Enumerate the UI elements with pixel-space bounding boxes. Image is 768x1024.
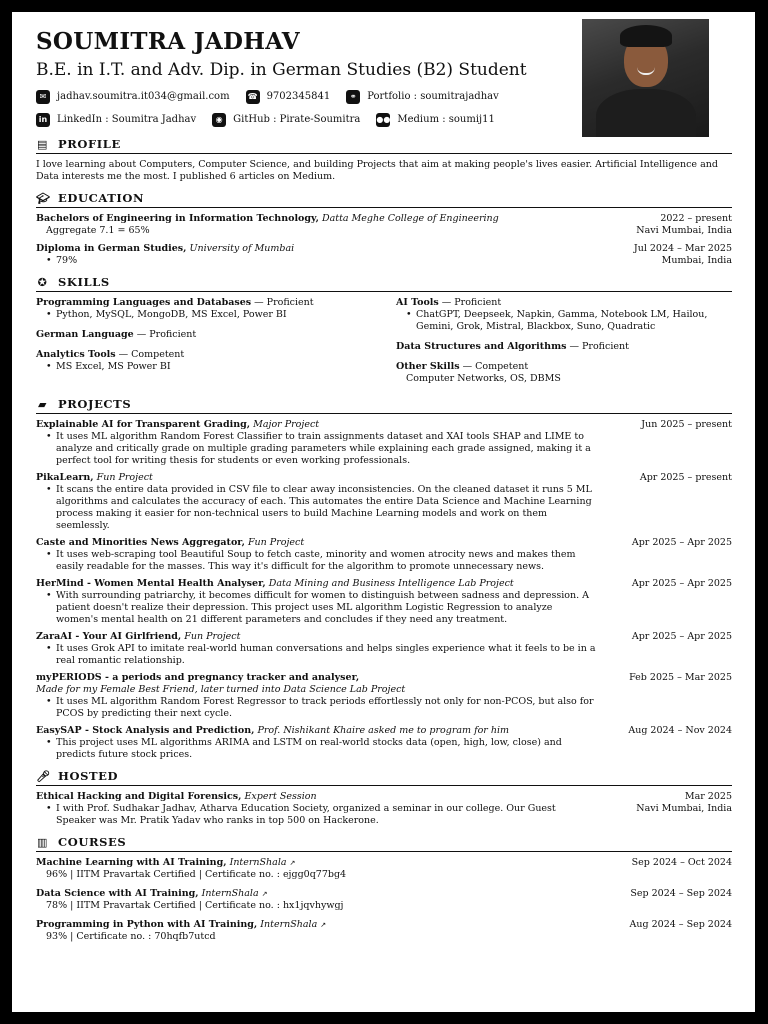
hosted-description: • I with Prof. Sudhakar Jadhav, Atharva Education Society, organized a seminar in our college. Our Guest Speaker was Mr. Pratik Yadav who ranks in top 500 on Hackerone. xyxy=(36,803,596,827)
project-entry xyxy=(36,631,732,667)
project-description: • It uses web-scraping tool Beautiful Soup to fetch caste, minority and women atrocity news and makes them easily readable for the masses. This way it's difficult for the algorithm to promote unnecessary news. xyxy=(36,549,596,573)
course-provider[interactable]: InternShala xyxy=(201,888,259,899)
resume-page xyxy=(12,12,755,1012)
courses-list xyxy=(36,857,732,943)
entry-location: Mumbai, India xyxy=(661,255,732,266)
skill-level: — Competent xyxy=(115,349,185,360)
course-detail: 78% | IITM Pravartak Certified | Certificate no. : hx1jqvhywgj xyxy=(46,900,344,911)
contact-item[interactable] xyxy=(36,112,196,127)
course-detail: 96% | IITM Pravartak Certified | Certificate no. : ejgg0q77bg4 xyxy=(46,869,347,880)
section-heading: ▥ COURSES xyxy=(36,835,732,852)
section-heading: 🎓︎ EDUCATION xyxy=(36,191,732,208)
education-section xyxy=(36,191,732,267)
project-entry xyxy=(36,472,732,532)
contact-item[interactable] xyxy=(376,112,495,127)
external-link-icon[interactable]: ↗ xyxy=(320,921,327,929)
project-type: Major Project xyxy=(253,419,320,430)
contact-text[interactable]: jadhav.soumitra.it034@gmail.com xyxy=(57,91,230,102)
project-subtitle: Made for my Female Best Friend, later turned into Data Science Lab Project xyxy=(36,684,406,695)
education-list xyxy=(36,213,732,267)
education-entry xyxy=(36,213,732,237)
courses-section xyxy=(36,835,732,943)
project-title: PikaLearn, xyxy=(36,472,94,483)
skill-item xyxy=(396,341,732,353)
project-entry xyxy=(36,537,732,573)
project-description: • It uses ML algorithm Random Forest Classifier to train assignments dataset and XAI tools SHAP and LIME to analyze and critically grade on multiple grading parameters while explaining each grade assigned, making it a perfect tool for writing thesis for students or even working professionals. xyxy=(36,431,596,467)
skill-name: AI Tools xyxy=(396,297,439,308)
id-card-icon: ▤ xyxy=(37,137,48,151)
project-date: Apr 2025 – Apr 2025 xyxy=(631,631,732,642)
project-title: Caste and Minorities News Aggregator, xyxy=(36,537,245,548)
hosted-type: Expert Session xyxy=(244,791,317,802)
skill-detail: • MS Excel, MS Power BI xyxy=(36,361,396,373)
skill-name: Programming Languages and Databases xyxy=(36,297,252,308)
external-link-icon[interactable]: ↗ xyxy=(261,890,268,898)
entry-location: Navi Mumbai, India xyxy=(636,225,732,236)
project-type: Fun Project xyxy=(247,537,305,548)
contact-text[interactable]: LinkedIn : Soumitra Jadhav xyxy=(57,114,197,125)
skill-item xyxy=(396,297,732,333)
course-provider[interactable]: InternShala xyxy=(260,919,318,930)
section-heading: 🎤︎ HOSTED xyxy=(36,769,732,786)
projects-list xyxy=(36,419,732,761)
project-description: • It uses Grok API to imitate real-world human conversations and helps singles experience what it feels to be in a real romantic relationship. xyxy=(36,643,596,667)
course-title: Data Science with AI Training, xyxy=(36,888,199,899)
course-date: Sep 2024 – Oct 2024 xyxy=(631,857,732,868)
skills-column-right xyxy=(396,297,732,393)
course-title: Programming in Python with AI Training, xyxy=(36,919,258,930)
profile-text: I love learning about Computers, Computer Science, and building Projects that aim at making people's lives easier. Artificial Intelligence and Data interests me the most. I published 6 articles on Medium. xyxy=(36,159,718,182)
contact-item[interactable] xyxy=(246,89,331,104)
skill-name: German Language xyxy=(36,329,134,340)
project-date: Apr 2025 – present xyxy=(639,472,732,483)
books-icon: ▥ xyxy=(37,835,48,849)
entry-date: 2022 – present xyxy=(660,213,732,224)
hosted-date: Mar 2025 xyxy=(684,791,732,802)
contact-text[interactable]: 9702345841 xyxy=(266,91,331,102)
contact-item[interactable] xyxy=(212,112,360,127)
skill-name: Other Skills xyxy=(396,361,460,372)
external-link-icon[interactable]: ↗ xyxy=(289,859,296,867)
skill-detail: Computer Networks, OS, DBMS xyxy=(406,373,561,384)
skill-item xyxy=(396,361,732,385)
contact-item[interactable] xyxy=(36,89,230,104)
skill-name: Analytics Tools xyxy=(36,349,116,360)
section-heading: ✪ SKILLS xyxy=(36,275,732,292)
course-provider[interactable]: InternShala xyxy=(229,857,287,868)
skills-section xyxy=(36,275,732,393)
projects-section xyxy=(36,397,732,761)
entry-title: Diploma in German Studies, xyxy=(36,243,187,254)
skill-name: Data Structures and Algorithms xyxy=(396,341,567,352)
skill-item xyxy=(36,297,396,321)
skill-level: — Proficient xyxy=(133,329,197,340)
skill-level: — Proficient xyxy=(251,297,314,308)
project-description: • With surrounding patriarchy, it becomes difficult for women to distinguish between sadness and depression. A patient doesn't realize their depression. This project uses ML algorithm Logistic Regression to analyze women's mental health on 21 different parameters and concludes if they need any treatment. xyxy=(36,590,596,626)
hosted-location: Navi Mumbai, India xyxy=(636,803,732,814)
project-type: Fun Project xyxy=(184,631,241,642)
entry-org: Datta Meghe College of Engineering xyxy=(321,213,499,224)
project-description: • This project uses ML algorithms ARIMA and LSTM on real-world stocks data (open, high, low, close) and predicts future stock prices. xyxy=(36,737,596,761)
skill-level: — Proficient xyxy=(438,297,502,308)
contact-item[interactable] xyxy=(346,89,499,104)
project-title: HerMind - Women Mental Health Analyser, xyxy=(36,578,266,589)
project-title: Explainable AI for Transparent Grading, xyxy=(36,419,251,430)
hosted-section xyxy=(36,769,732,827)
email-icon: ✉ xyxy=(36,90,50,104)
profile-section xyxy=(36,137,732,183)
contact-text[interactable]: GitHub : Pirate-Soumitra xyxy=(233,114,361,125)
project-date: Aug 2024 – Nov 2024 xyxy=(628,725,732,736)
course-date: Aug 2024 – Sep 2024 xyxy=(629,919,732,930)
skill-detail: • Python, MySQL, MongoDB, MS Excel, Power BI xyxy=(36,309,396,321)
folder-icon: ▰ xyxy=(37,397,48,411)
project-entry xyxy=(36,672,732,720)
skills-column-left xyxy=(36,297,396,393)
section-heading: ▰ PROJECTS xyxy=(36,397,732,414)
skill-item xyxy=(36,329,396,341)
project-date: Jun 2025 – present xyxy=(641,419,732,430)
project-type: Data Mining and Business Intelligence Lab Project xyxy=(268,578,514,589)
course-detail: 93% | Certificate no. : 70hqfb7utcd xyxy=(46,931,216,942)
project-date: Feb 2025 – Mar 2025 xyxy=(629,672,732,683)
entry-detail: Aggregate 7.1 = 65% xyxy=(46,225,150,236)
hosted-list xyxy=(36,791,732,827)
education-entry xyxy=(36,243,732,267)
contact-info xyxy=(36,89,576,127)
course-entry xyxy=(36,888,732,912)
brain-icon: ✪ xyxy=(37,275,48,289)
course-date: Sep 2024 – Sep 2024 xyxy=(630,888,732,899)
project-type: Prof. Nishikant Khaire asked me to program for him xyxy=(257,725,510,736)
project-entry xyxy=(36,419,732,467)
course-entry xyxy=(36,919,732,943)
project-entry xyxy=(36,578,732,626)
entry-title: Bachelors of Engineering in Information Technology, xyxy=(36,213,319,224)
project-type: Fun Project xyxy=(96,472,153,483)
phone-icon: ☎ xyxy=(246,90,260,104)
entry-org: University of Mumbai xyxy=(189,243,295,254)
candidate-subtitle: B.E. in I.T. and Adv. Dip. in German Studies (B2) Student xyxy=(36,60,527,80)
graduation-cap-icon: 🎓︎ xyxy=(36,191,51,205)
project-date: Apr 2025 – Apr 2025 xyxy=(631,578,732,589)
github-icon: ◉ xyxy=(212,113,226,127)
project-description: • It scans the entire data provided in CSV file to clear away inconsistencies. On the cleaned dataset it runs 5 ML algorithms and calculates the accuracy of each. This automates the entire Data Science and Machine Learning process making it easier for non-technical users to build Machine Learning models and work on them seemlessly. xyxy=(36,484,596,532)
linkedin-icon: in xyxy=(36,113,50,127)
link-icon: ⚭ xyxy=(346,90,360,104)
contact-text[interactable]: Portfolio : soumitrajadhav xyxy=(367,91,499,102)
hosted-title: Ethical Hacking and Digital Forensics, xyxy=(36,791,242,802)
project-title: EasySAP - Stock Analysis and Prediction, xyxy=(36,725,255,736)
section-heading: ▤ PROFILE xyxy=(36,137,732,154)
entry-detail: • 79% xyxy=(36,255,596,267)
skill-level: — Competent xyxy=(459,361,529,372)
contact-text[interactable]: Medium : soumij11 xyxy=(397,114,495,125)
microphone-icon: 🎤︎ xyxy=(36,769,51,783)
project-title: ZaraAI - Your AI Girlfriend, xyxy=(36,631,182,642)
medium-icon: ●● xyxy=(376,113,390,127)
skill-item xyxy=(36,349,396,373)
course-title: Machine Learning with AI Training, xyxy=(36,857,227,868)
course-entry xyxy=(36,857,732,881)
hosted-entry xyxy=(36,791,732,827)
skill-detail: • ChatGPT, Deepseek, Napkin, Gamma, Notebook LM, Hailou, Gemini, Grok, Mistral, Blackbox, Suno, Quadratic xyxy=(396,309,716,333)
skill-level: — Proficient xyxy=(566,341,629,352)
project-date: Apr 2025 – Apr 2025 xyxy=(631,537,732,548)
contact-row xyxy=(36,112,576,127)
candidate-name: SOUMITRA JADHAV xyxy=(36,28,300,55)
resume-content xyxy=(36,28,732,950)
entry-date: Jul 2024 – Mar 2025 xyxy=(633,243,732,254)
project-title: myPERIODS - a periods and pregnancy tracker and analyser, xyxy=(36,672,360,683)
contact-row xyxy=(36,89,576,104)
project-entry xyxy=(36,725,732,761)
project-description: • It uses ML algorithm Random Forest Regressor to track periods effortlessly not only for non-PCOS, but also for PCOS by predicting their next cycle. xyxy=(36,696,596,720)
